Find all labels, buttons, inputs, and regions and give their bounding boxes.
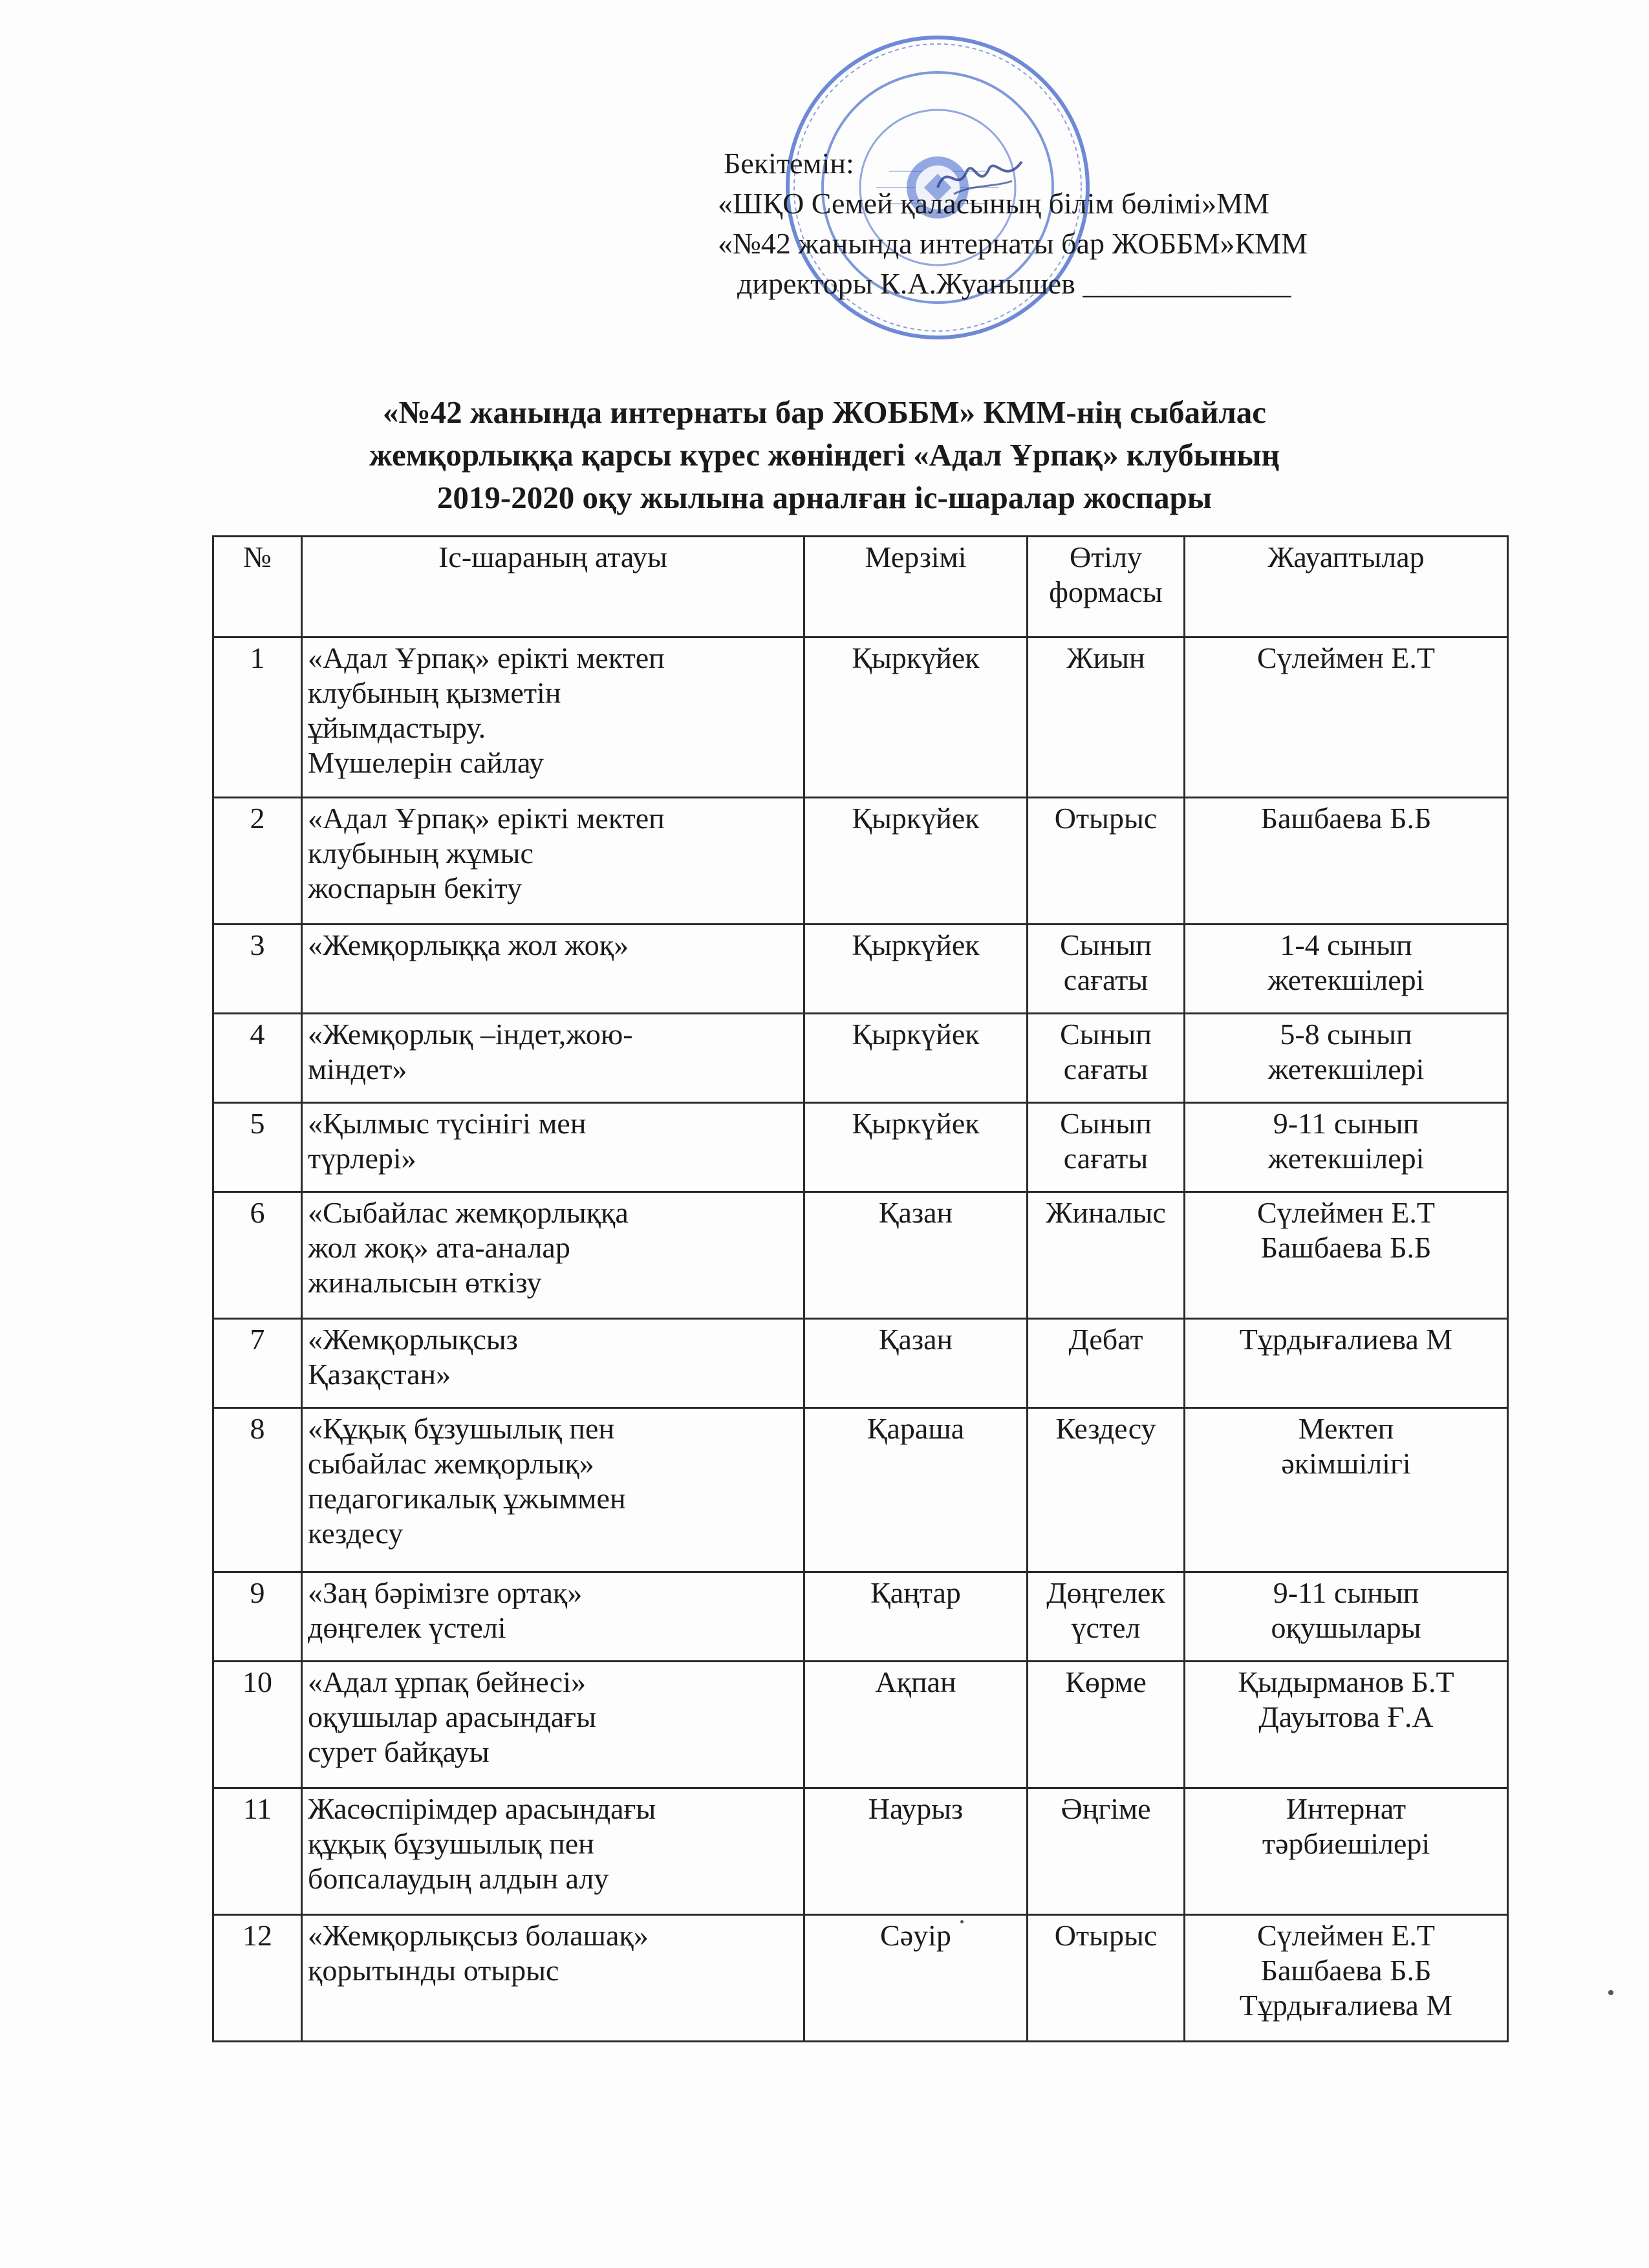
- cell-form: Дөңгелек үстел: [1028, 1572, 1185, 1662]
- cell-num: 9: [213, 1572, 302, 1662]
- cell-date: Қыркүйек: [804, 1014, 1028, 1103]
- approval-line-4: директоры К.А.Жуанышев ______________: [737, 267, 1291, 300]
- cell-event-name: «Жемқорлық –індет,жою- міндет»: [302, 1014, 804, 1103]
- cell-responsible: Башбаева Б.Б: [1185, 798, 1508, 925]
- header-name: Іс-шараның атауы: [302, 537, 804, 637]
- header-form: Өтілу формасы: [1028, 537, 1185, 637]
- cell-responsible: Сүлеймен Е.Т Башбаева Б.Б: [1185, 1192, 1508, 1319]
- cell-form: Сынып сағаты: [1028, 1014, 1185, 1103]
- table-row: [213, 1319, 1508, 1408]
- cell-event-name: «Жемқорлықсыз болашақ» қорытынды отырыс: [302, 1915, 804, 2042]
- table-row: [213, 1103, 1508, 1192]
- title-line-2: жемқорлыққа қарсы күрес жөніндегі «Адал Ұрпақ» клубының: [369, 437, 1280, 473]
- document-title: [194, 391, 1455, 519]
- cell-event-name: «Адал ұрпақ бейнесі» оқушылар арасындағы сурет байқауы: [302, 1662, 804, 1788]
- cell-event-name: «Жемқорлықсыз Қазақстан»: [302, 1319, 804, 1408]
- cell-date: Қыркүйек: [804, 925, 1028, 1014]
- table-row: [213, 798, 1508, 925]
- approval-block: [718, 144, 1308, 304]
- cell-form: Әңгіме: [1028, 1788, 1185, 1915]
- scan-speck: [960, 1920, 964, 1923]
- cell-responsible: Сүлеймен Е.Т: [1185, 637, 1508, 798]
- cell-form: Көрме: [1028, 1662, 1185, 1788]
- cell-responsible: 5-8 сынып жетекшілері: [1185, 1014, 1508, 1103]
- cell-date: Қыркүйек: [804, 798, 1028, 925]
- cell-event-name: Жасөспірімдер арасындағы құқық бұзушылық пен бопсалаудың алдын алу: [302, 1788, 804, 1915]
- cell-date: Ақпан: [804, 1662, 1028, 1788]
- cell-responsible: Интернат тәрбиешілері: [1185, 1788, 1508, 1915]
- cell-date: Қазан: [804, 1192, 1028, 1319]
- cell-event-name: «Құқық бұзушылық пен сыбайлас жемқорлық» педагогикалық ұжыммен кездесу: [302, 1408, 804, 1572]
- cell-date: Қыркүйек: [804, 1103, 1028, 1192]
- approval-line-3: «№42 жанында интернаты бар ЖОББМ»КММ: [718, 227, 1308, 260]
- cell-form: Жиналыс: [1028, 1192, 1185, 1319]
- cell-num: 5: [213, 1103, 302, 1192]
- header-num: №: [213, 537, 302, 637]
- table-row: [213, 1662, 1508, 1788]
- cell-event-name: «Сыбайлас жемқорлыққа жол жоқ» ата-аналар жиналысын өткізу: [302, 1192, 804, 1319]
- cell-responsible: Тұрдығалиева М: [1185, 1319, 1508, 1408]
- cell-date: Қазан: [804, 1319, 1028, 1408]
- cell-date: Қаңтар: [804, 1572, 1028, 1662]
- cell-date: Қараша: [804, 1408, 1028, 1572]
- cell-event-name: «Заң бәрімізге ортақ» дөңгелек үстелі: [302, 1572, 804, 1662]
- cell-event-name: «Адал Ұрпақ» ерікті мектеп клубының қызметін ұйымдастыру. Мүшелерін сайлау: [302, 637, 804, 798]
- cell-num: 8: [213, 1408, 302, 1572]
- table-row: [213, 1192, 1508, 1319]
- cell-responsible: Сүлеймен Е.Т Башбаева Б.Б Тұрдығалиева М: [1185, 1915, 1508, 2042]
- cell-form: Сынып сағаты: [1028, 1103, 1185, 1192]
- cell-form: Отырыс: [1028, 798, 1185, 925]
- table-header-row: [213, 537, 1508, 637]
- table-row: [213, 637, 1508, 798]
- cell-responsible: Мектеп әкімшілігі: [1185, 1408, 1508, 1572]
- events-table: [212, 535, 1509, 2042]
- cell-date: Наурыз: [804, 1788, 1028, 1915]
- cell-responsible: 1-4 сынып жетекшілері: [1185, 925, 1508, 1014]
- cell-date: Сәуір: [804, 1915, 1028, 2042]
- cell-event-name: «Адал Ұрпақ» ерікті мектеп клубының жұмыс жоспарын бекіту: [302, 798, 804, 925]
- cell-num: 7: [213, 1319, 302, 1408]
- table-row: [213, 1408, 1508, 1572]
- cell-event-name: «Қылмыс түсінігі мен түрлері»: [302, 1103, 804, 1192]
- cell-responsible: 9-11 сынып оқушылары: [1185, 1572, 1508, 1662]
- cell-num: 2: [213, 798, 302, 925]
- cell-event-name: «Жемқорлыққа жол жоқ»: [302, 925, 804, 1014]
- cell-form: Кездесу: [1028, 1408, 1185, 1572]
- table-row: [213, 1572, 1508, 1662]
- table-row: [213, 1014, 1508, 1103]
- cell-form: Дебат: [1028, 1319, 1185, 1408]
- cell-num: 12: [213, 1915, 302, 2042]
- cell-responsible: 9-11 сынып жетекшілері: [1185, 1103, 1508, 1192]
- cell-num: 10: [213, 1662, 302, 1788]
- header-resp: Жауаптылар: [1185, 537, 1508, 637]
- table-row: [213, 1915, 1508, 2042]
- header-date: Мерзімі: [804, 537, 1028, 637]
- cell-num: 6: [213, 1192, 302, 1319]
- scan-speck: [1608, 1990, 1613, 1995]
- cell-num: 1: [213, 637, 302, 798]
- cell-num: 4: [213, 1014, 302, 1103]
- cell-date: Қыркүйек: [804, 637, 1028, 798]
- title-line-3: 2019-2020 оқу жылына арналған іс-шаралар жоспары: [436, 480, 1212, 515]
- approval-line-2: «ШҚО Семей қаласының білім бөлімі»ММ: [718, 187, 1269, 220]
- cell-form: Жиын: [1028, 637, 1185, 798]
- cell-form: Сынып сағаты: [1028, 925, 1185, 1014]
- cell-num: 11: [213, 1788, 302, 1915]
- cell-responsible: Қыдырманов Б.Т Дауытова Ғ.А: [1185, 1662, 1508, 1788]
- cell-num: 3: [213, 925, 302, 1014]
- approval-line-1: Бекітемін:: [724, 147, 854, 180]
- table-row: [213, 1788, 1508, 1915]
- table-body: [213, 637, 1508, 2042]
- cell-form: Отырыс: [1028, 1915, 1185, 2042]
- title-line-1: «№42 жанында интернаты бар ЖОББМ» КММ-нің сыбайлас: [382, 394, 1267, 430]
- table-row: [213, 925, 1508, 1014]
